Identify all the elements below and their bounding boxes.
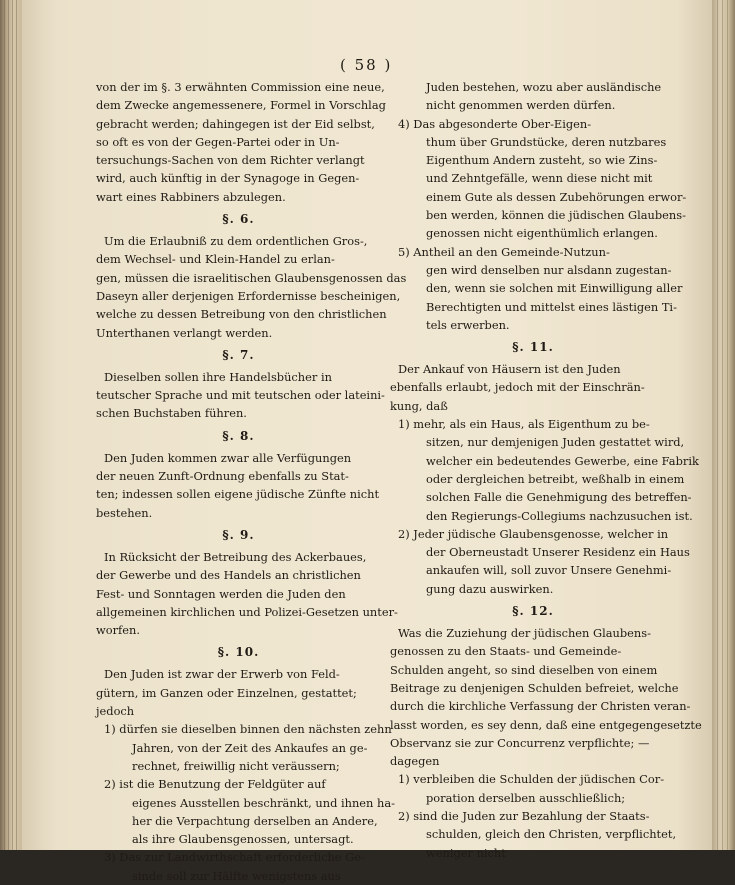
text-line: schulden, gleich den Christen, verpflichtet, [426, 827, 677, 842]
text-line: genossen zu den Staats- und Gemeinde- [390, 644, 622, 659]
text-line: 1) mehr, als ein Haus, als Eigenthum zu be- [398, 417, 650, 432]
text-line: her die Verpachtung derselben an Andere, [132, 813, 378, 828]
text-line: der Gewerbe und des Handels an christlichen [96, 568, 361, 583]
section-heading: §. 6. [222, 212, 255, 227]
text-line: gung dazu auswirken. [426, 581, 554, 596]
text-line: Den Juden kommen zwar alle Verfügungen [104, 450, 352, 465]
text-line: 1) verbleiben die Schulden der jüdischen Cor- [398, 772, 665, 787]
text-line: gebracht werden; dahingegen ist der Eid selbst, [96, 116, 375, 131]
section-heading: §. 11. [512, 340, 554, 355]
text-line: sinde soll zur Hälfte wenigstens aus [132, 868, 341, 883]
text-line: Dieselben sollen ihre Handelsbücher in [104, 369, 332, 384]
text-line: so oft es von der Gegen-Partei oder in Un- [96, 134, 340, 149]
text-line: dagegen [390, 754, 440, 769]
text-line: 2) sind die Juden zur Bezahlung der Staats- [398, 808, 650, 823]
text-line: 3) Das zur Landwirthschaft erforderliche Ge- [104, 850, 365, 865]
show-through-text [442, 40, 722, 80]
text-line: sitzen, nur demjenigen Juden gestattet wird, [426, 435, 685, 450]
section-heading: §. 12. [512, 604, 554, 619]
text-line: durch die kirchliche Verfassung der Christen veran- [390, 699, 691, 714]
text-line: wird, auch künftig in der Synagoge in Gegen- [96, 171, 360, 186]
text-line: Fest- und Sonntagen werden die Juden den [96, 586, 346, 601]
text-line: allgemeinen kirchlichen und Polizei-Gesetzen unter- [96, 604, 398, 619]
text-line: Beitrage zu denjenigen Schulden befreiet, welche [390, 680, 679, 695]
text-line: genossen nicht eigenthümlich erlangen. [426, 226, 658, 241]
text-line: kung, daß [390, 398, 448, 413]
text-line: gen wird denselben nur alsdann zugestan- [426, 262, 672, 277]
text-line: der Oberneustadt Unserer Residenz ein Haus [426, 545, 690, 560]
text-line: 2) Jeder jüdische Glaubensgenosse, welcher in [398, 526, 669, 541]
text-line: von der im §. 3 erwähnten Commission eine neue, [96, 80, 385, 94]
text-line: thum über Grundstücke, deren nutzbares [426, 134, 667, 149]
section-heading: §. 7. [222, 347, 255, 362]
text-line: 5) Antheil an den Gemeinde-Nutzun- [398, 244, 610, 259]
text-line: dem Wechsel- und Klein-Handel zu erlan- [96, 252, 335, 267]
text-line: ebenfalls erlaubt, jedoch mit der Einschrän- [390, 380, 645, 395]
text-line: worfen. [96, 623, 140, 638]
page-stack-left [0, 0, 22, 850]
text-line: als ihre Glaubensgenossen, untersagt. [132, 832, 354, 847]
text-line: welcher ein bedeutendes Gewerbe, eine Fabrik [426, 453, 699, 468]
text-line: Observanz sie zur Concurrenz verpflichte; — [390, 735, 650, 750]
text-line: tels erwerben. [426, 317, 510, 332]
section-heading: §. 8. [222, 428, 255, 443]
text-line: 2) ist die Benutzung der Feldgüter auf [104, 777, 326, 792]
text-line: 4) Das abgesonderte Ober-Eigen- [398, 116, 592, 131]
text-line: oder dergleichen betreibt, weßhalb in einem [426, 471, 685, 486]
text-line: welche zu dessen Betreibung von den christlichen [96, 307, 387, 322]
text-line: lasst worden, es sey denn, daß eine entgegengesetzte [390, 717, 702, 732]
text-line: einem Gute als dessen Zubehörungen erwor- [426, 189, 687, 204]
text-line: dem Zwecke angemessenere, Formel in Vorschlag [96, 98, 386, 113]
text-line: rechnet, freiwillig nicht veräussern; [132, 758, 340, 773]
text-line: Berechtigten und mittelst eines lästigen Ti- [426, 299, 677, 314]
text-line: schen Buchstaben führen. [96, 406, 247, 421]
text-line: Den Juden ist zwar der Erwerb von Feld- [104, 667, 340, 682]
section-heading: §. 10. [217, 645, 260, 660]
text-line: weniger nicht [426, 845, 506, 860]
section-heading: §. 9. [222, 527, 255, 542]
text-line: tersuchungs-Sachen von dem Richter verlangt [96, 153, 365, 168]
page-number: ( 58 ) [340, 56, 393, 74]
text-line: poration derselben ausschließlich; [426, 790, 626, 805]
left-text-column [96, 78, 407, 885]
page-stack-right [712, 0, 735, 850]
text-line: und Zehntgefälle, wenn diese nicht mit [426, 171, 653, 186]
text-line: ankaufen will, soll zuvor Unsere Genehmi- [426, 563, 672, 578]
text-line: nicht genommen werden dürfen. [426, 98, 616, 113]
text-line: jedoch [96, 704, 135, 719]
text-line: teutscher Sprache und mit teutschen oder lateini- [96, 388, 385, 403]
text-line: den Regierungs-Collegiums nachzusuchen ist. [426, 508, 693, 523]
text-line: gen, müssen die israelitischen Glaubensgenossen das [96, 270, 407, 285]
text-line: Juden bestehen, wozu aber ausländische [426, 80, 662, 94]
text-line: wart eines Rabbiners abzulegen. [96, 189, 286, 204]
text-line: der neuen Zunft-Ordnung ebenfalls zu Stat- [96, 469, 349, 484]
right-text-column [390, 78, 702, 862]
text-line: ben werden, können die jüdischen Glaubens- [426, 208, 686, 223]
text-line: ten; indessen sollen eigene jüdische Zünfte nicht [96, 487, 380, 502]
text-line: Um die Erlaubniß zu dem ordentlichen Gros-, [104, 234, 368, 249]
text-line: 1) dürfen sie dieselben binnen den nächsten zehn [104, 722, 392, 737]
text-line: In Rücksicht der Betreibung des Ackerbaues, [104, 549, 367, 564]
text-line: Der Ankauf von Häusern ist den Juden [398, 362, 621, 377]
text-line: Schulden angeht, so sind dieselben von einem [390, 662, 658, 677]
text-line: Eigenthum Andern zusteht, so wie Zins- [426, 153, 658, 168]
text-line: bestehen. [96, 505, 153, 520]
text-line: gütern, im Ganzen oder Einzelnen, gestattet; [96, 685, 357, 700]
text-line: Jahren, von der Zeit des Ankaufes an ge- [132, 740, 368, 755]
text-line: Daseyn aller derjenigen Erfordernisse bescheinigen, [96, 288, 401, 303]
text-line: Unterthanen verlangt werden. [96, 325, 273, 340]
text-line: Was die Zuziehung der jüdischen Glaubens- [398, 626, 651, 641]
text-line: eigenes Ausstellen beschränkt, und ihnen ha- [132, 795, 395, 810]
text-line: solchen Falle die Genehmigung des betreffen- [426, 490, 692, 505]
text-line: den, wenn sie solchen mit Einwilligung aller [426, 281, 683, 296]
